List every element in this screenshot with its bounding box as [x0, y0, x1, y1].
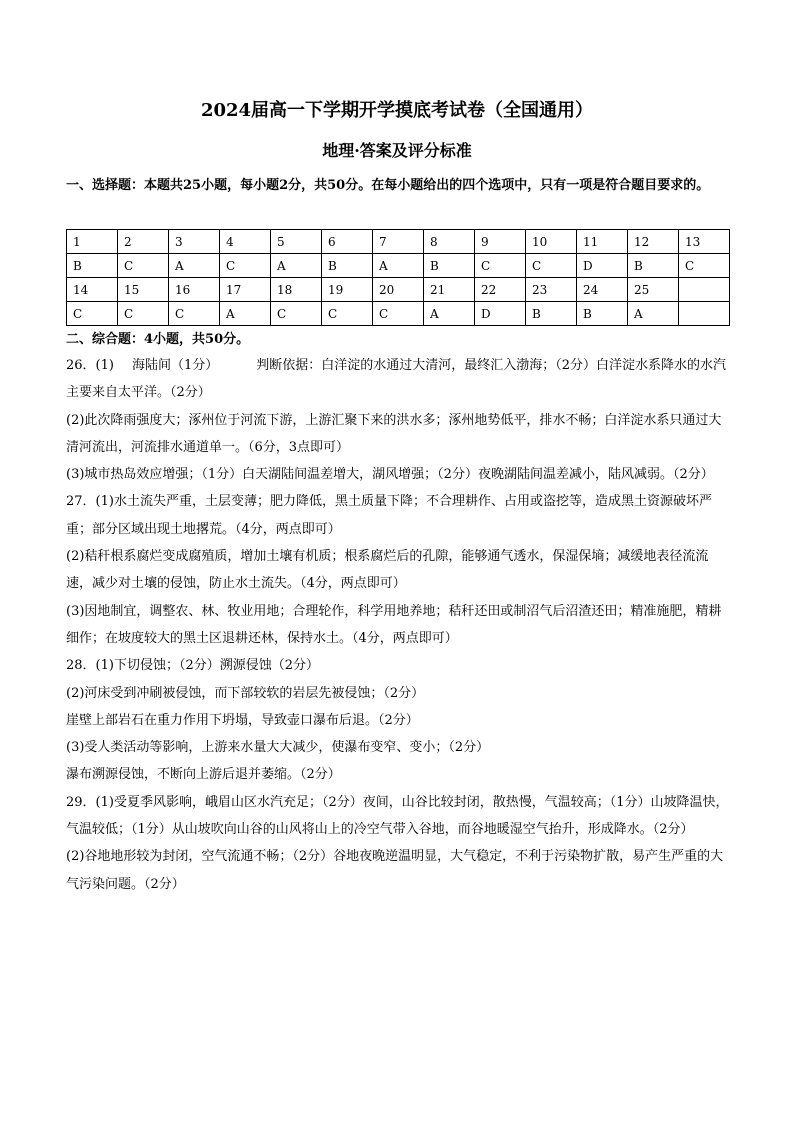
answer-cell: A: [628, 302, 679, 326]
answer-cell: D: [577, 254, 628, 278]
question-number-cell: 21: [424, 278, 475, 302]
question-number-cell: [679, 278, 730, 302]
answer-cell: D: [475, 302, 526, 326]
answer-cell: C: [373, 302, 424, 326]
question-number-cell: 19: [322, 278, 373, 302]
page-title: 2024届高一下学期开学摸底考试卷（全国通用）: [200, 100, 594, 121]
question-number-cell: 23: [526, 278, 577, 302]
answer-row: [67, 254, 730, 278]
q28-part1: 28．(1)下切侵蚀；（2分）溯源侵蚀（2分）: [66, 658, 319, 674]
answer-cell: C: [322, 302, 373, 326]
question-number-cell: 10: [526, 230, 577, 254]
question-number-cell: 6: [322, 230, 373, 254]
q27-part2: (2)秸秆根系腐烂变成腐殖质，增加土壤有机质；根系腐烂后的孔隙，能够通气透水，保湿保墒；减缓地表径流流速，减少对土壤的侵蚀，防止水土流失。（4分，两点即可）: [66, 549, 709, 592]
page-subtitle: 地理·答案及评分标准: [322, 141, 472, 160]
q28-part3-continued: 瀑布溯源侵蚀，不断向上游后退并萎缩。（2分）: [66, 767, 341, 783]
answers-body: [66, 352, 730, 898]
q29-part2: (2)谷地地形较为封闭，空气流通不畅；（2分）谷地夜晚逆温明显，大气稳定，不利于污染物扩散，易产生严重的大气污染问题。（2分）: [66, 849, 724, 892]
question-number-cell: 18: [271, 278, 322, 302]
question-number-cell: 3: [169, 230, 220, 254]
question-number-row: [67, 278, 730, 302]
q27-part1: 27．(1)水土流失严重，土层变薄；肥力降低，黑土质量下降；不合理耕作、占用或盗挖等，造成黑土资源破坏严重；部分区域出现土地撂荒。（4分，两点即可）: [66, 494, 712, 537]
answer-cell: B: [526, 302, 577, 326]
question-number-cell: 12: [628, 230, 679, 254]
question-number-cell: 20: [373, 278, 424, 302]
answer-cell: C: [271, 302, 322, 326]
q26-answer-1: 海陆间（1分）: [131, 358, 219, 373]
answer-cell: A: [169, 254, 220, 278]
question-number-cell: 24: [577, 278, 628, 302]
answer-cell: C: [118, 302, 169, 326]
q26-number: 26．(1): [66, 358, 114, 373]
answer-cell: C: [475, 254, 526, 278]
answer-cell: [679, 302, 730, 326]
q28-part3: (3)受人类活动等影响，上游来水量大大减少，使瀑布变窄、变小；（2分）: [66, 740, 490, 756]
question-number-cell: 17: [220, 278, 271, 302]
answer-cell: B: [577, 302, 628, 326]
question-number-cell: 8: [424, 230, 475, 254]
question-number-cell: 15: [118, 278, 169, 302]
answer-cell: B: [67, 254, 118, 278]
question-number-cell: 11: [577, 230, 628, 254]
answer-cell: C: [169, 302, 220, 326]
answer-cell: A: [220, 302, 271, 326]
q26-answer-1-reason: 判断依据：白洋淀的水通过大清河，最终汇入渤海；（2分）白洋淀水系降水的水汽主要来自太平洋。（2分）: [66, 358, 727, 401]
question-number-cell: 13: [679, 230, 730, 254]
answer-cell: A: [373, 254, 424, 278]
answer-row: [67, 302, 730, 326]
q28-part2-continued: 崖壁上部岩石在重力作用下坍塌，导致壶口瀑布后退。（2分）: [66, 712, 419, 728]
question-number-cell: 16: [169, 278, 220, 302]
q27-part3: (3)因地制宜，调整农、林、牧业用地；合理轮作，科学用地养地；秸秆还田或制沼气后沼渣还田；精准施肥，精耕细作；在坡度较大的黑土区退耕还林，保持水土。（4分，两点即可）: [66, 603, 722, 646]
q26-part1: [66, 352, 730, 407]
answer-cell: B: [322, 254, 373, 278]
question-number-cell: 22: [475, 278, 526, 302]
question-number-cell: 14: [67, 278, 118, 302]
question-number-cell: 1: [67, 230, 118, 254]
q28-part2: (2)河床受到冲刷被侵蚀，而下部较软的岩层先被侵蚀；（2分）: [66, 685, 425, 701]
section-1-heading: 一、选择题：本题共25小题，每小题2分，共50分。在每小题给出的四个选项中，只有一项是符合题目要求的。: [66, 178, 710, 193]
answer-cell: C: [220, 254, 271, 278]
question-number-cell: 9: [475, 230, 526, 254]
question-number-row: [67, 230, 730, 254]
q26-part3: (3)城市热岛效应增强；（1分）白天湖陆间温差增大，湖风增强；（2分）夜晚湖陆间温差减小，陆风减弱。（2分）: [66, 467, 714, 483]
question-number-cell: 5: [271, 230, 322, 254]
question-number-cell: 2: [118, 230, 169, 254]
answer-cell: C: [118, 254, 169, 278]
answer-table: [66, 229, 730, 326]
answer-cell: C: [679, 254, 730, 278]
q26-part2: (2)此次降雨强度大；涿州位于河流下游，上游汇聚下来的洪水多；涿州地势低平，排水不畅；白洋淀水系只通过大清河流出，河流排水通道单一。（6分，3点即可）: [66, 412, 722, 455]
answer-cell: B: [424, 254, 475, 278]
answer-cell: A: [424, 302, 475, 326]
q29-part1: 29．(1)受夏季风影响，峨眉山区水汽充足；（2分）夜间，山谷比较封闭，散热慢，气温较高；（1分）山坡降温快，气温较低；（1分）从山坡吹向山谷的山风将山上的冷空气带入谷地，而谷地暖湿空气抬升，形成降水。（2分）: [66, 794, 729, 838]
answer-cell: B: [628, 254, 679, 278]
section-2-heading: 二、综合题：4小题，共50分。: [66, 332, 250, 347]
answer-cell: A: [271, 254, 322, 278]
question-number-cell: 25: [628, 278, 679, 302]
answer-cell: C: [526, 254, 577, 278]
question-number-cell: 4: [220, 230, 271, 254]
question-number-cell: 7: [373, 230, 424, 254]
answer-cell: C: [67, 302, 118, 326]
